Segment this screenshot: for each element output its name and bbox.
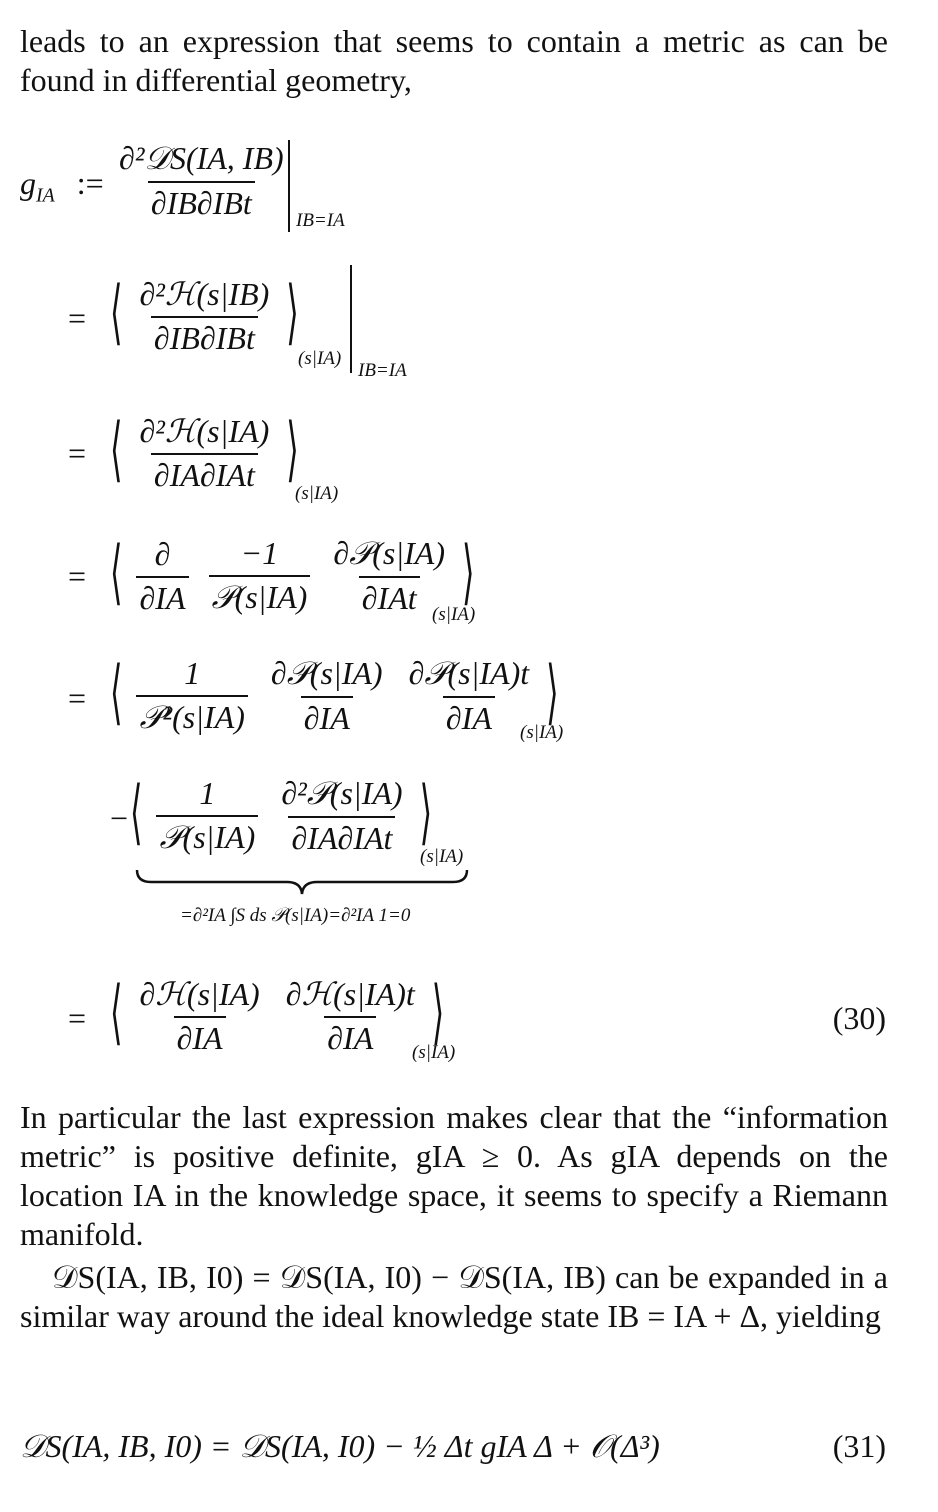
eq30-line6-frac2 xyxy=(278,775,405,857)
eq30-line4-f2-num: −1 xyxy=(240,535,279,571)
eq30-line5 xyxy=(110,650,559,737)
eq30-line5-f2-num: ∂𝒫(s|IA) xyxy=(270,655,383,691)
eq30-line5-f1-num: 1 xyxy=(184,655,201,691)
eq30-line5-f3-num: ∂𝒫(s|IA)t xyxy=(408,655,530,691)
eq30-line4 xyxy=(110,530,475,617)
paragraph-2 xyxy=(20,1258,888,1336)
eq30-line2-eval-bar xyxy=(350,265,352,373)
eq30-line5-langle: ⟨ xyxy=(110,650,123,735)
eq30-line5-f2-den: ∂IA xyxy=(301,696,353,737)
eq30-line4-f2-den: 𝒫(s|IA) xyxy=(209,575,311,617)
eq30-line5-f1-den: 𝒫²(s|IA) xyxy=(136,695,247,737)
eq30-line3-langle: ⟨ xyxy=(110,407,123,492)
eq30-line6-f2-den: ∂IA∂IAt xyxy=(288,816,395,857)
eq30-line1-den: ∂IB∂IBt xyxy=(148,181,255,222)
eq30-line4-eq: = xyxy=(68,558,87,594)
eq30-line4-frac3 xyxy=(330,535,448,617)
eq30-line5-frac3 xyxy=(406,655,533,737)
eq30-line2-fraction xyxy=(136,275,272,357)
eq30-line7-langle: ⟨ xyxy=(110,970,123,1055)
eq30-line3-num: ∂²ℋ(s|IA) xyxy=(139,413,270,449)
eq30-defeq: := xyxy=(76,165,104,201)
paragraph-1 xyxy=(20,1098,888,1254)
eq30-lhs xyxy=(20,165,104,207)
eq30-line6-avg: (s|IA) xyxy=(420,846,464,867)
eq30-line7-rangle: ⟩ xyxy=(431,970,445,1055)
eq30-line1 xyxy=(110,140,293,222)
eq30-line7 xyxy=(110,970,445,1057)
eq30-line5-frac1 xyxy=(136,655,247,737)
eq30-line2 xyxy=(110,270,299,357)
eq30-line7-frac1 xyxy=(136,975,262,1057)
eq30-line7-f1-num: ∂ℋ(s|IA) xyxy=(139,976,260,1012)
eq30-line3 xyxy=(110,407,299,494)
eq30-line4-f3-den: ∂IAt xyxy=(359,576,420,617)
eq30-line3-fraction xyxy=(136,412,272,494)
eq30-line2-num: ∂²ℋ(s|IB) xyxy=(139,276,270,312)
eq30-line6-f1-num: 1 xyxy=(199,775,216,811)
eq30-line2-eq: = xyxy=(68,300,87,336)
eq30-lhs-sub: IA xyxy=(36,184,55,207)
eq30-line1-eval-bar xyxy=(288,140,290,232)
eq30-line1-num: ∂²𝒟S(IA, IB) xyxy=(119,140,284,176)
eq30-line7-f1-den: ∂IA xyxy=(174,1016,226,1057)
eq30-line7-avg: (s|IA) xyxy=(412,1042,456,1063)
eq30-line3-rangle: ⟩ xyxy=(286,407,299,492)
eq30-line6 xyxy=(130,770,433,857)
eq31-expression: 𝒟S(IA, IB, I0) = 𝒟S(IA, I0) − ½ Δt gIA Δ + 𝒪(Δ³) xyxy=(20,1428,660,1464)
eq30-line7-eq: = xyxy=(68,1000,87,1036)
eq30-line4-f3-num: ∂𝒫(s|IA) xyxy=(333,535,445,571)
eq30-line4-rangle: ⟩ xyxy=(462,530,475,615)
eq30-line4-f1-num: ∂ xyxy=(154,535,171,572)
eq30-number: (30) xyxy=(832,1000,886,1036)
eq30-line4-frac1 xyxy=(136,536,188,617)
eq30-line4-frac2 xyxy=(209,535,311,617)
eq30-underbrace xyxy=(135,868,470,898)
eq30-line6-f2-num: ∂²𝒫(s|IA) xyxy=(281,775,403,811)
intro-paragraph xyxy=(20,22,888,100)
eq30-line6-langle: ⟨ xyxy=(130,770,143,855)
eq30-line6-frac1 xyxy=(156,775,258,857)
eq30-line5-rangle: ⟩ xyxy=(546,650,559,735)
eq30-line5-eq: = xyxy=(68,680,87,716)
eq30-line1-eval: IB=IA xyxy=(296,210,345,231)
equation-31 xyxy=(20,1428,660,1466)
eq30-line7-frac2 xyxy=(283,975,418,1057)
eq30-line3-eq: = xyxy=(68,435,87,471)
eq30-line6-minus: − xyxy=(110,800,129,836)
eq30-line6-f1-den: 𝒫(s|IA) xyxy=(156,815,258,857)
eq30-line2-avg: (s|IA) xyxy=(298,348,342,369)
eq30-line5-avg: (s|IA) xyxy=(520,722,564,743)
eq31-number: (31) xyxy=(832,1428,886,1464)
intro-text: leads to an expression that seems to contain a metric as can be found in differential geometry, xyxy=(20,23,888,98)
eq30-line1-fraction xyxy=(116,140,287,222)
eq30-line3-den: ∂IA∂IAt xyxy=(151,453,258,494)
eq30-line5-f3-den: ∂IA xyxy=(443,696,495,737)
eq30-line2-den: ∂IB∂IBt xyxy=(151,316,258,357)
eq30-line2-eval: IB=IA xyxy=(358,360,407,381)
eq30-line2-langle: ⟨ xyxy=(110,270,123,355)
eq30-line7-f2-num: ∂ℋ(s|IA)t xyxy=(285,976,415,1012)
eq30-line4-langle: ⟨ xyxy=(110,530,123,615)
eq30-underbrace-text: =∂²IA ∫S ds 𝒫(s|IA)=∂²IA 1=0 xyxy=(180,905,411,926)
paragraph-1-text: In particular the last expression makes clear that the “information metric” is positive definite, gIA ≥ 0. As gIA depends on the location IA in the knowledge space, it seems to specify a Riemann manifold. xyxy=(20,1099,888,1252)
eq30-lhs-symbol: g xyxy=(20,165,36,201)
eq30-line5-frac2 xyxy=(268,655,386,737)
paragraph-2-text: 𝒟S(IA, IB, I0) = 𝒟S(IA, I0) − 𝒟S(IA, IB) can be expanded in a similar way around the ideal knowledge state IB = IA + Δ, yielding xyxy=(20,1259,888,1334)
eq30-line3-avg: (s|IA) xyxy=(295,483,339,504)
eq30-line4-f1-den: ∂IA xyxy=(136,576,188,617)
eq30-line7-f2-den: ∂IA xyxy=(324,1016,376,1057)
eq30-line2-rangle: ⟩ xyxy=(286,270,299,355)
eq30-line4-avg: (s|IA) xyxy=(432,604,476,625)
eq30-line6-rangle: ⟩ xyxy=(419,770,433,855)
